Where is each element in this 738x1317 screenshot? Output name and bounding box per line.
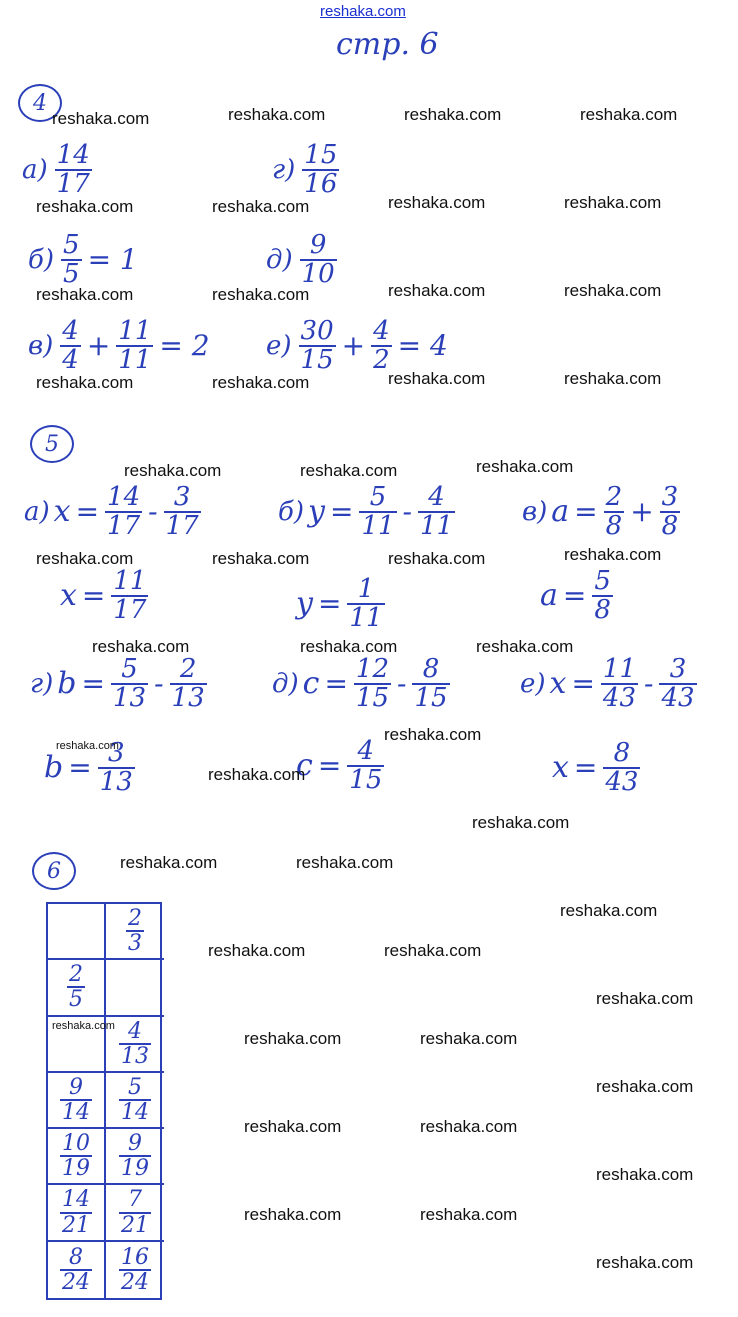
numerator: 4 (357, 736, 375, 766)
table-cell (48, 1185, 106, 1241)
numerator: 8 (613, 738, 631, 768)
numerator: 14 (62, 1187, 90, 1213)
equals-sign: = (573, 751, 598, 785)
variable: y (296, 586, 313, 622)
table-cell (106, 1073, 164, 1129)
fraction (418, 484, 455, 541)
equals-sign: = (75, 495, 100, 529)
watermark-text: reshaka.com (244, 1117, 342, 1136)
watermark-text: reshaka.com (52, 109, 150, 128)
numerator: 5 (369, 482, 387, 512)
table-cell (48, 904, 106, 960)
numerator: 11 (118, 316, 152, 346)
numerator: 3 (173, 482, 191, 512)
fraction (347, 576, 384, 633)
denominator: 15 (300, 345, 334, 376)
equals-sign: = (329, 495, 354, 529)
denominator: 5 (63, 259, 80, 290)
denominator: 19 (121, 1156, 149, 1182)
operator: - (148, 495, 158, 529)
fraction (299, 318, 336, 375)
watermark-text: reshaka.com (36, 549, 134, 568)
denominator: 17 (113, 595, 147, 626)
watermark-text: reshaka.com (208, 765, 306, 784)
equals-sign: = (571, 667, 595, 701)
task5-answer (60, 568, 151, 625)
denominator: 43 (602, 683, 637, 714)
numerator: 14 (56, 140, 90, 170)
task5-equation (278, 484, 458, 541)
watermark-text: reshaka.com (212, 285, 310, 304)
denominator: 8 (661, 511, 679, 542)
numerator: 14 (107, 482, 141, 512)
watermark-text: reshaka.com (388, 281, 486, 300)
denominator: 17 (107, 511, 141, 542)
variable: x (552, 750, 569, 786)
watermark-text: reshaka.com (228, 105, 326, 124)
variable: a (540, 578, 558, 614)
page-label: стр. 6 (336, 27, 439, 62)
numerator: 15 (304, 140, 338, 170)
fraction (412, 656, 449, 713)
watermark-text: reshaka.com (124, 461, 222, 480)
task6-number: 6 (32, 852, 76, 890)
result: = 2 (159, 329, 210, 363)
fraction (60, 1132, 92, 1180)
fraction (359, 484, 396, 541)
numerator: 3 (107, 738, 125, 768)
fraction (60, 1188, 92, 1236)
watermark-text: reshaka.com (244, 1029, 342, 1048)
fraction (164, 484, 201, 541)
item-label: е) (266, 331, 292, 362)
item-label: д) (266, 245, 293, 276)
fraction (347, 738, 384, 795)
numerator: 5 (63, 230, 80, 260)
denominator: 16 (304, 169, 338, 200)
operator: - (644, 667, 654, 701)
fraction (111, 656, 148, 713)
numerator: 11 (602, 654, 637, 684)
item-label: а) (24, 497, 50, 528)
numerator: 10 (62, 1131, 90, 1157)
watermark-text: reshaka.com (36, 197, 134, 216)
numerator: 3 (661, 482, 679, 512)
watermark-text: reshaka.com (564, 369, 662, 388)
denominator: 14 (62, 1099, 90, 1125)
item-label: г) (272, 155, 296, 186)
equals-sign: = (574, 495, 598, 529)
numerator: 3 (669, 654, 687, 684)
denominator: 8 (594, 595, 611, 626)
variable: c (302, 666, 320, 702)
fraction (119, 1188, 151, 1236)
numerator: 2 (128, 906, 142, 932)
result: = 4 (397, 329, 448, 363)
denominator: 13 (112, 683, 147, 714)
denominator: 21 (62, 1212, 90, 1238)
task6-table (46, 902, 162, 1300)
denominator: 15 (414, 683, 448, 714)
watermark-text-small: reshaka.com (56, 740, 119, 752)
watermark-text: reshaka.com (564, 545, 662, 564)
fraction (55, 142, 92, 199)
denominator: 11 (420, 511, 454, 542)
variable: b (57, 666, 77, 702)
numerator: 9 (128, 1131, 142, 1157)
fraction (60, 1246, 92, 1294)
fraction (170, 656, 207, 713)
denominator: 15 (349, 765, 383, 796)
fraction (111, 568, 148, 625)
numerator: 4 (373, 316, 390, 346)
watermark-text: reshaka.com (92, 637, 190, 656)
table-cell (106, 1242, 164, 1298)
denominator: 19 (62, 1156, 90, 1182)
fraction (659, 656, 696, 713)
equals-sign: = (317, 587, 342, 621)
watermark-text: reshaka.com (596, 1165, 694, 1184)
watermark-text-small: reshaka.com (52, 1020, 115, 1032)
denominator: 11 (361, 511, 395, 542)
item-label: б) (278, 497, 305, 528)
watermark-text: reshaka.com (420, 1117, 518, 1136)
watermark-text: reshaka.com (384, 941, 482, 960)
fraction (592, 568, 613, 625)
task4-item (266, 232, 340, 289)
table-cell (48, 1129, 106, 1185)
watermark-text: reshaka.com (564, 281, 662, 300)
numerator: 12 (355, 654, 389, 684)
denominator: 10 (301, 259, 335, 290)
numerator: 1 (357, 574, 375, 604)
watermark-text: reshaka.com (36, 373, 134, 392)
numerator: 4 (62, 316, 79, 346)
operator: + (630, 495, 654, 529)
task5-answer (296, 738, 387, 795)
item-label: д) (272, 669, 299, 700)
fraction (601, 656, 638, 713)
table-cell (106, 960, 164, 1016)
task4-item (22, 142, 95, 199)
watermark-text: reshaka.com (208, 941, 306, 960)
denominator: 15 (355, 683, 389, 714)
numerator: 7 (128, 1187, 142, 1213)
fraction (604, 484, 625, 541)
table-cell (48, 960, 106, 1016)
watermark-text: reshaka.com (388, 369, 486, 388)
numerator: 4 (428, 482, 445, 512)
table-cell (48, 1242, 106, 1298)
fraction (371, 318, 392, 375)
task4-item (272, 142, 342, 199)
watermark-text: reshaka.com (560, 901, 658, 920)
fraction (119, 1020, 151, 1068)
watermark-text: reshaka.com (212, 549, 310, 568)
denominator: 11 (349, 603, 383, 634)
fraction (105, 484, 142, 541)
fraction (354, 656, 391, 713)
watermark-text: reshaka.com (596, 1253, 694, 1272)
operator: + (86, 329, 111, 363)
watermark-text: reshaka.com (596, 1077, 694, 1096)
denominator: 11 (118, 345, 152, 376)
denominator: 17 (165, 511, 199, 542)
denominator: 2 (373, 345, 390, 376)
variable: c (296, 748, 313, 784)
variable: x (549, 666, 567, 702)
equals-sign: = (562, 579, 587, 613)
denominator: 13 (121, 1043, 149, 1069)
task5-equation (520, 656, 700, 713)
task5-answer (296, 576, 388, 633)
numerator: 4 (128, 1018, 142, 1044)
numerator: 30 (300, 316, 334, 346)
watermark-text: reshaka.com (420, 1205, 518, 1224)
denominator: 5 (69, 987, 83, 1013)
denominator: 24 (62, 1269, 90, 1295)
operator: + (341, 329, 366, 363)
task5-answer (552, 740, 643, 797)
task5-equation (30, 656, 210, 713)
watermark-text: reshaka.com (36, 285, 134, 304)
numerator: 5 (594, 566, 611, 596)
item-label: в) (522, 497, 548, 528)
table-cell (48, 1073, 106, 1129)
watermark-text: reshaka.com (476, 457, 574, 476)
watermark-text: reshaka.com (384, 725, 482, 744)
denominator: 3 (128, 931, 142, 957)
operator: - (154, 667, 164, 701)
numerator: 2 (69, 962, 83, 988)
watermark-text: reshaka.com (580, 105, 678, 124)
task4-number: 4 (18, 84, 62, 122)
denominator: 14 (121, 1099, 149, 1125)
variable: x (53, 494, 71, 530)
variable: b (44, 750, 64, 786)
fraction (126, 907, 144, 955)
numerator: 5 (121, 654, 138, 684)
item-label: е) (520, 669, 546, 700)
task5-equation (522, 484, 683, 541)
watermark-text: reshaka.com (300, 637, 398, 656)
item-label: г) (30, 669, 54, 700)
denominator: 21 (121, 1212, 149, 1238)
variable: x (60, 578, 77, 614)
denominator: 4 (62, 345, 79, 376)
equals-sign: = (68, 751, 92, 785)
numerator: 2 (179, 654, 197, 684)
fraction (119, 1076, 151, 1124)
watermark-text: reshaka.com (212, 197, 310, 216)
denominator: 13 (171, 683, 205, 714)
watermark-text: reshaka.com (388, 549, 486, 568)
equals-sign: = (324, 667, 348, 701)
watermark-text: reshaka.com (564, 193, 662, 212)
watermark-text: reshaka.com (300, 461, 398, 480)
fraction (60, 1076, 92, 1124)
numerator: 8 (69, 1244, 83, 1270)
task4-item (266, 318, 451, 375)
fraction (60, 318, 81, 375)
item-label: а) (22, 155, 48, 186)
fraction (660, 484, 681, 541)
task5-equation (24, 484, 204, 541)
watermark-text: reshaka.com (472, 813, 570, 832)
fraction (119, 1246, 151, 1294)
item-label: б) (28, 245, 55, 276)
operator: - (397, 667, 407, 701)
denominator: 13 (99, 767, 133, 798)
numerator: 16 (121, 1244, 149, 1270)
fraction (119, 1132, 151, 1180)
task5-number: 5 (30, 425, 74, 463)
operator: - (402, 495, 412, 529)
numerator: 11 (113, 566, 147, 596)
denominator: 24 (121, 1269, 149, 1295)
fraction (61, 232, 82, 289)
fraction (67, 963, 85, 1011)
table-cell (106, 1129, 164, 1185)
numerator: 9 (309, 230, 327, 260)
watermark-text: reshaka.com (244, 1205, 342, 1224)
equals-sign: = (81, 579, 106, 613)
numerator: 8 (422, 654, 440, 684)
watermark-text: reshaka.com (476, 637, 574, 656)
task4-item (28, 232, 141, 289)
watermark-text: reshaka.com (212, 373, 310, 392)
variable: y (308, 494, 325, 530)
fraction (603, 740, 640, 797)
table-cell (106, 1185, 164, 1241)
watermark-text: reshaka.com (596, 989, 694, 1008)
table-cell (106, 904, 164, 960)
watermark-text: reshaka.com (388, 193, 486, 212)
item-label: в) (28, 331, 54, 362)
task4-item (28, 318, 213, 375)
result: = 1 (87, 243, 138, 277)
equals-sign: = (81, 667, 105, 701)
watermark-text: reshaka.com (120, 853, 218, 872)
numerator: 2 (605, 482, 623, 512)
watermark-text: reshaka.com (296, 853, 394, 872)
equals-sign: = (317, 749, 342, 783)
fraction (300, 232, 337, 289)
denominator: 43 (661, 683, 695, 714)
watermark-text: reshaka.com (404, 105, 502, 124)
variable: a (551, 494, 570, 530)
denominator: 8 (605, 511, 623, 542)
numerator: 9 (69, 1074, 83, 1100)
denominator: 17 (56, 169, 90, 200)
top-watermark: reshaka.com (320, 3, 406, 20)
numerator: 5 (128, 1074, 142, 1100)
task5-equation (272, 656, 453, 713)
task5-answer (540, 568, 616, 625)
denominator: 43 (605, 767, 639, 798)
fraction (116, 318, 153, 375)
watermark-text: reshaka.com (420, 1029, 518, 1048)
fraction (302, 142, 339, 199)
